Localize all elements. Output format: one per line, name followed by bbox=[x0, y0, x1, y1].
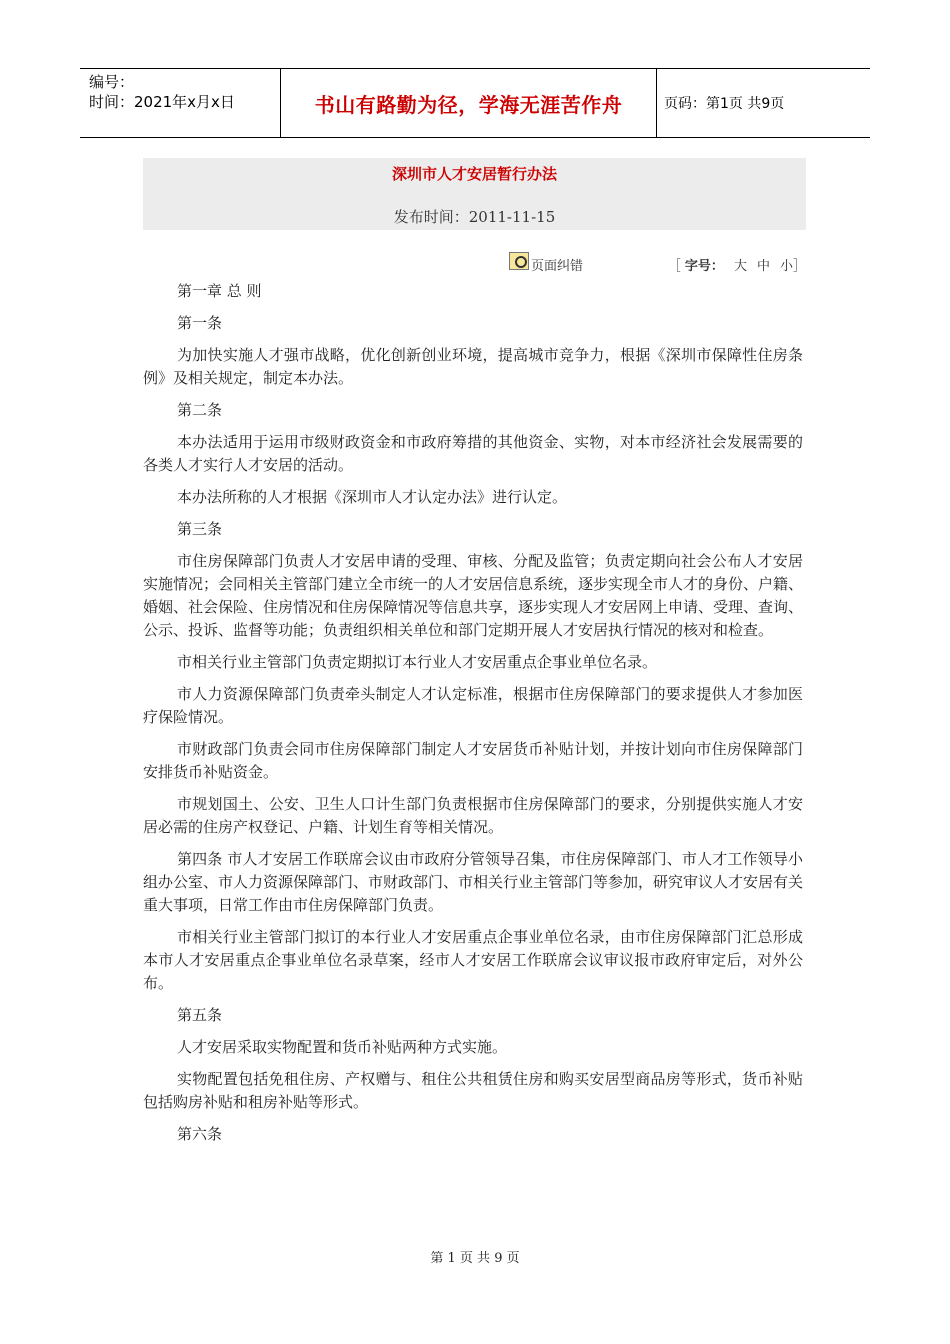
header-motto: 书山有路勤为径，学海无涯苦作舟 bbox=[314, 92, 623, 117]
header-page-cell bbox=[657, 69, 870, 137]
article-heading: 第二条 bbox=[177, 401, 223, 419]
font-size-label: 字号： bbox=[684, 259, 724, 274]
body-paragraph: 市住房保障部门负责人才安居申请的受理、审核、分配及监管；负责定期向社会公布人才安居实施情况；会同相关主管部门建立全市统一的人才安居信息系统，逐步实现全市人才的身份、户籍、婚姻、社会保险、住房情况和住房保障情况等信息共享，逐步实现人才安居网上申请、受理、查询、公示、投诉、监督等功能；负责组织相关单位和部门定期开展人才安居执行情况的核对和检查。 bbox=[143, 552, 804, 639]
article-heading: 第六条 bbox=[177, 1125, 223, 1143]
body-paragraph: 市相关行业主管部门负责定期拟订本行业人才安居重点企事业单位名录。 bbox=[177, 653, 658, 671]
body-paragraph: 市财政部门负责会同市住房保障部门制定人才安居货币补贴计划，并按计划向市住房保障部门安排货币补贴资金。 bbox=[143, 740, 803, 781]
article-heading: 第一条 bbox=[177, 314, 223, 332]
body-paragraph: 实物配置包括免租住房、产权赠与、租住公共租赁住房和购买安居型商品房等形式，货币补贴包括购房补贴和租房补贴等形式。 bbox=[143, 1070, 803, 1111]
chapter-heading: 第一章 总 则 bbox=[177, 282, 262, 300]
font-size-close-bracket: ］ bbox=[792, 259, 806, 274]
page-tools bbox=[509, 254, 806, 274]
publish-time: 发布时间：2011-11-15 bbox=[393, 208, 556, 226]
header-meta-cell bbox=[80, 69, 281, 137]
header-motto-cell bbox=[281, 69, 657, 137]
page-correction-icon[interactable] bbox=[509, 252, 529, 270]
document-body bbox=[143, 280, 803, 1155]
font-size-large-link[interactable]: 大 bbox=[733, 259, 747, 274]
body-paragraph: 市人力资源保障部门负责牵头制定人才认定标准，根据市住房保障部门的要求提供人才参加医疗保险情况。 bbox=[143, 685, 803, 726]
header-page-label: 页码：第1页 共9页 bbox=[664, 96, 785, 112]
body-paragraph: 为加快实施人才强市战略，优化创新创业环境，提高城市竞争力，根据《深圳市保障性住房条例》及相关规定，制定本办法。 bbox=[143, 346, 803, 387]
article-heading: 第五条 bbox=[177, 1006, 223, 1024]
page-correction-link[interactable]: 页面纠错 bbox=[531, 259, 584, 274]
font-size-control bbox=[668, 255, 806, 274]
document-time-label: 时间：2021年x月x日 bbox=[89, 93, 235, 111]
body-paragraph: 本办法所称的人才根据《深圳市人才认定办法》进行认定。 bbox=[177, 488, 568, 506]
font-size-medium-link[interactable]: 中 bbox=[756, 259, 770, 274]
document-number-label: 编号： bbox=[89, 73, 135, 91]
article-heading: 第三条 bbox=[177, 520, 223, 538]
font-size-open-bracket: ［ bbox=[667, 259, 681, 274]
document-title: 深圳市人才安居暂行办法 bbox=[391, 165, 557, 183]
font-size-small-link[interactable]: 小 bbox=[779, 259, 793, 274]
body-paragraph: 第四条 市人才安居工作联席会议由市政府分管领导召集，市住房保障部门、市人才工作领导小组办公室、市人力资源保障部门、市财政部门、市相关行业主管部门等参加，研究审议人才安居有关重大事项，日常工作由市住房保障部门负责。 bbox=[143, 850, 804, 914]
title-box bbox=[143, 158, 806, 230]
body-paragraph: 本办法适用于运用市级财政资金和市政府筹措的其他资金、实物，对本市经济社会发展需要的各类人才实行人才安居的活动。 bbox=[143, 433, 803, 474]
header-table bbox=[80, 68, 870, 138]
body-paragraph: 市规划国土、公安、卫生人口计生部门负责根据市住房保障部门的要求，分别提供实施人才安居必需的住房产权登记、户籍、计划生育等相关情况。 bbox=[143, 795, 803, 836]
page-footer: 第 1 页 共 9 页 bbox=[430, 1251, 520, 1266]
body-paragraph: 市相关行业主管部门拟订的本行业人才安居重点企事业单位名录，由市住房保障部门汇总形成本市人才安居重点企事业单位名录草案，经市人才安居工作联席会议审议报市政府审定后，对外公布。 bbox=[143, 928, 803, 992]
body-paragraph: 人才安居采取实物配置和货币补贴两种方式实施。 bbox=[177, 1038, 508, 1056]
